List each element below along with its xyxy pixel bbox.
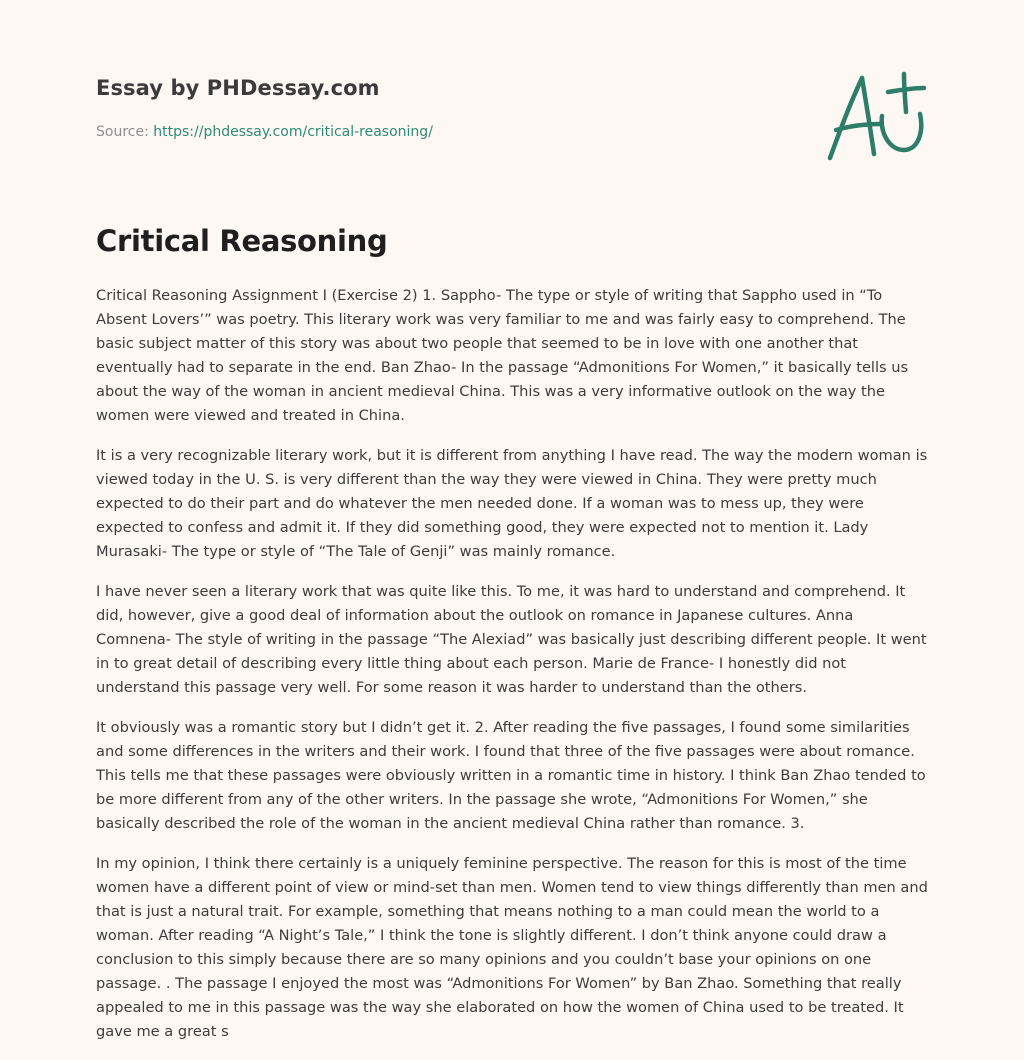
a-plus-logo-icon — [820, 66, 932, 166]
essay-title: Critical Reasoning — [96, 224, 388, 258]
essay-body — [96, 284, 928, 1060]
site-title: Essay by PHDessay.com — [96, 76, 380, 100]
source-label: Source: — [96, 124, 154, 140]
essay-paragraph: It is a very recognizable literary work, but it is different from anything I have read. The way the modern woman is viewed today in the U. S. is very different than the way they were viewed in China. They were pretty much expected to do their part and do whatever the men needed done. If a woman was to mess up, they were expected to confess and admit it. If they did something good, they were expected not to mention it. Lady Murasaki- The type or style of “The Tale of Genji” was mainly romance. — [96, 447, 928, 560]
essay-paragraph: I have never seen a literary work that was quite like this. To me, it was hard to understand and comprehend. It did, however, give a good deal of information about the outlook on romance in Japanese cultures. Anna Comnena- The style of writing in the passage “The Alexiad” was basically just describing different people. It went in to great detail of describing every little thing about each person. Marie de France- I honestly did not understand this passage very well. For some reason it was harder to understand than the others. — [96, 583, 927, 696]
essay-paragraph: It obviously was a romantic story but I didn’t get it. 2. After reading the five passages, I found some similarities and some differences in the writers and their work. I found that three of the five passages were about romance. This tells me that these passages were obviously written in a romantic time in history. I think Ban Zhao tended to be more different from any of the other writers. In the passage she wrote, “Admonitions For Women,” she basically described the role of the woman in the ancient medieval China rather than romance. 3. — [96, 719, 926, 832]
essay-paragraph: Critical Reasoning Assignment I (Exercise 2) 1. Sappho- The type or style of writing that Sappho used in “To Absent Lovers’” was poetry. This literary work was very familiar to me and was fairly easy to comprehend. The basic subject matter of this story was about two people that seemed to be in love with one another that eventually had to separate in the end. Ban Zhao- In the passage “Admonitions For Women,” it basically tells us about the way of the woman in ancient medieval China. This was a very informative outlook on the way the women were viewed and treated in China. — [96, 287, 909, 424]
source-line — [96, 124, 433, 140]
source-link[interactable]: https://phdessay.com/critical-reasoning/ — [153, 124, 433, 140]
essay-paragraph: In my opinion, I think there certainly is a uniquely feminine perspective. The reason for this is most of the time women have a different point of view or mind-set than men. Women tend to view things differently than men and that is just a natural trait. For example, something that means nothing to a man could mean the world to a woman. After reading “A Night’s Tale,” I think the tone is slightly different. I don’t think anyone could draw a conclusion to this simply because there are so many opinions and you couldn’t base your opinions on one passage. . The passage I enjoyed the most was “Admonitions For Women” by Ban Zhao. Something that really appealed to me in this passage was the way she elaborated on how the women of China used to be treated. It gave me a great s — [96, 855, 928, 1040]
